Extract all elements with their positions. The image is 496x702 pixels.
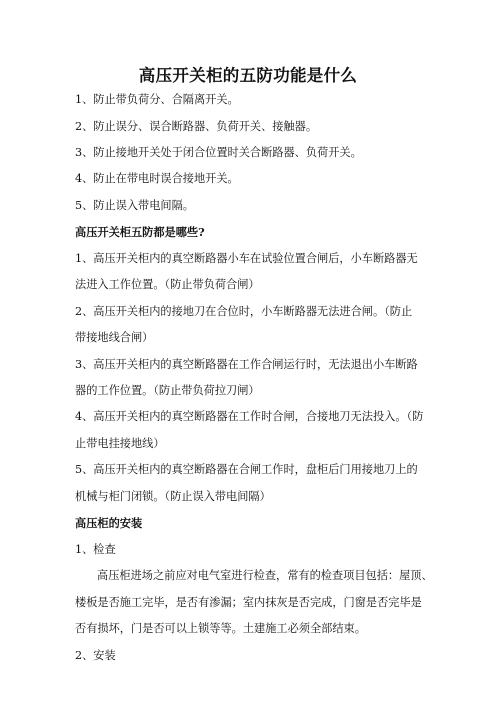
paragraph-line: 5、高压开关柜内的真空断路器在合闸工作时，盘柜后门用接地刀上的 bbox=[75, 463, 418, 476]
paragraph-line: 器的工作位置。（防止带负荷拉刀闸） bbox=[75, 384, 260, 397]
five-prevention-item-1: 1、防止带负荷分、合隔离开关。 bbox=[75, 93, 239, 106]
five-prevention-item-4: 4、防止在带电时误合接地开关。 bbox=[75, 172, 239, 185]
paragraph-line: 3、高压开关柜内的真空断路器在工作合闸运行时，无法退出小车断路 bbox=[75, 358, 418, 371]
five-prevention-item-5: 5、防止误入带电间隔。 bbox=[75, 199, 194, 212]
installation-item-2: 2、安装 bbox=[75, 649, 116, 662]
five-prevention-item-2: 2、防止误分、误合断路器、负荷开关、接触器。 bbox=[75, 120, 318, 133]
paragraph-line: 止带电挂接地线） bbox=[75, 437, 165, 450]
paragraph-line: 2、高压开关柜内的接地刀在合位时，小车断路器无法进合闸。（防止 bbox=[75, 305, 413, 318]
paragraph-line: 1、高压开关柜内的真空断路器小车在试验位置合闸后，小车断路器无 bbox=[75, 252, 418, 265]
paragraph-line: 4、高压开关柜内的真空断路器在工作时合闸，合接地刀无法投入。（防 bbox=[75, 410, 424, 423]
paragraph-line: 否有损坏，门是否可以上锁等等。土建施工必须全部结束。 bbox=[75, 622, 366, 635]
paragraph-line: 法进入工作位置。（防止带负荷合闸） bbox=[75, 278, 260, 291]
five-prevention-item-3: 3、防止接地开关处于闭合位置时关合断路器、负荷开关。 bbox=[75, 146, 362, 159]
paragraph-line: 带接地线合闸） bbox=[75, 331, 154, 344]
paragraph-line: 机械与柜门闭锁。（防止误入带电间隔） bbox=[75, 490, 271, 503]
paragraph-line: 楼板是否施工完毕，是否有渗漏；室内抹灰是否完成，门窗是否完毕是 bbox=[75, 596, 422, 609]
section-heading-five-prevention: 高压开关柜五防都是哪些? bbox=[75, 225, 205, 239]
installation-item-1: 1、检查 bbox=[75, 543, 116, 556]
paragraph-line: 高压柜进场之前应对电气室进行检查，常有的检查项目包括：屋顶、 bbox=[97, 569, 433, 582]
section-heading-installation: 高压柜的安装 bbox=[75, 516, 143, 530]
document-title: 高压开关柜的五防功能是什么 bbox=[138, 66, 358, 85]
